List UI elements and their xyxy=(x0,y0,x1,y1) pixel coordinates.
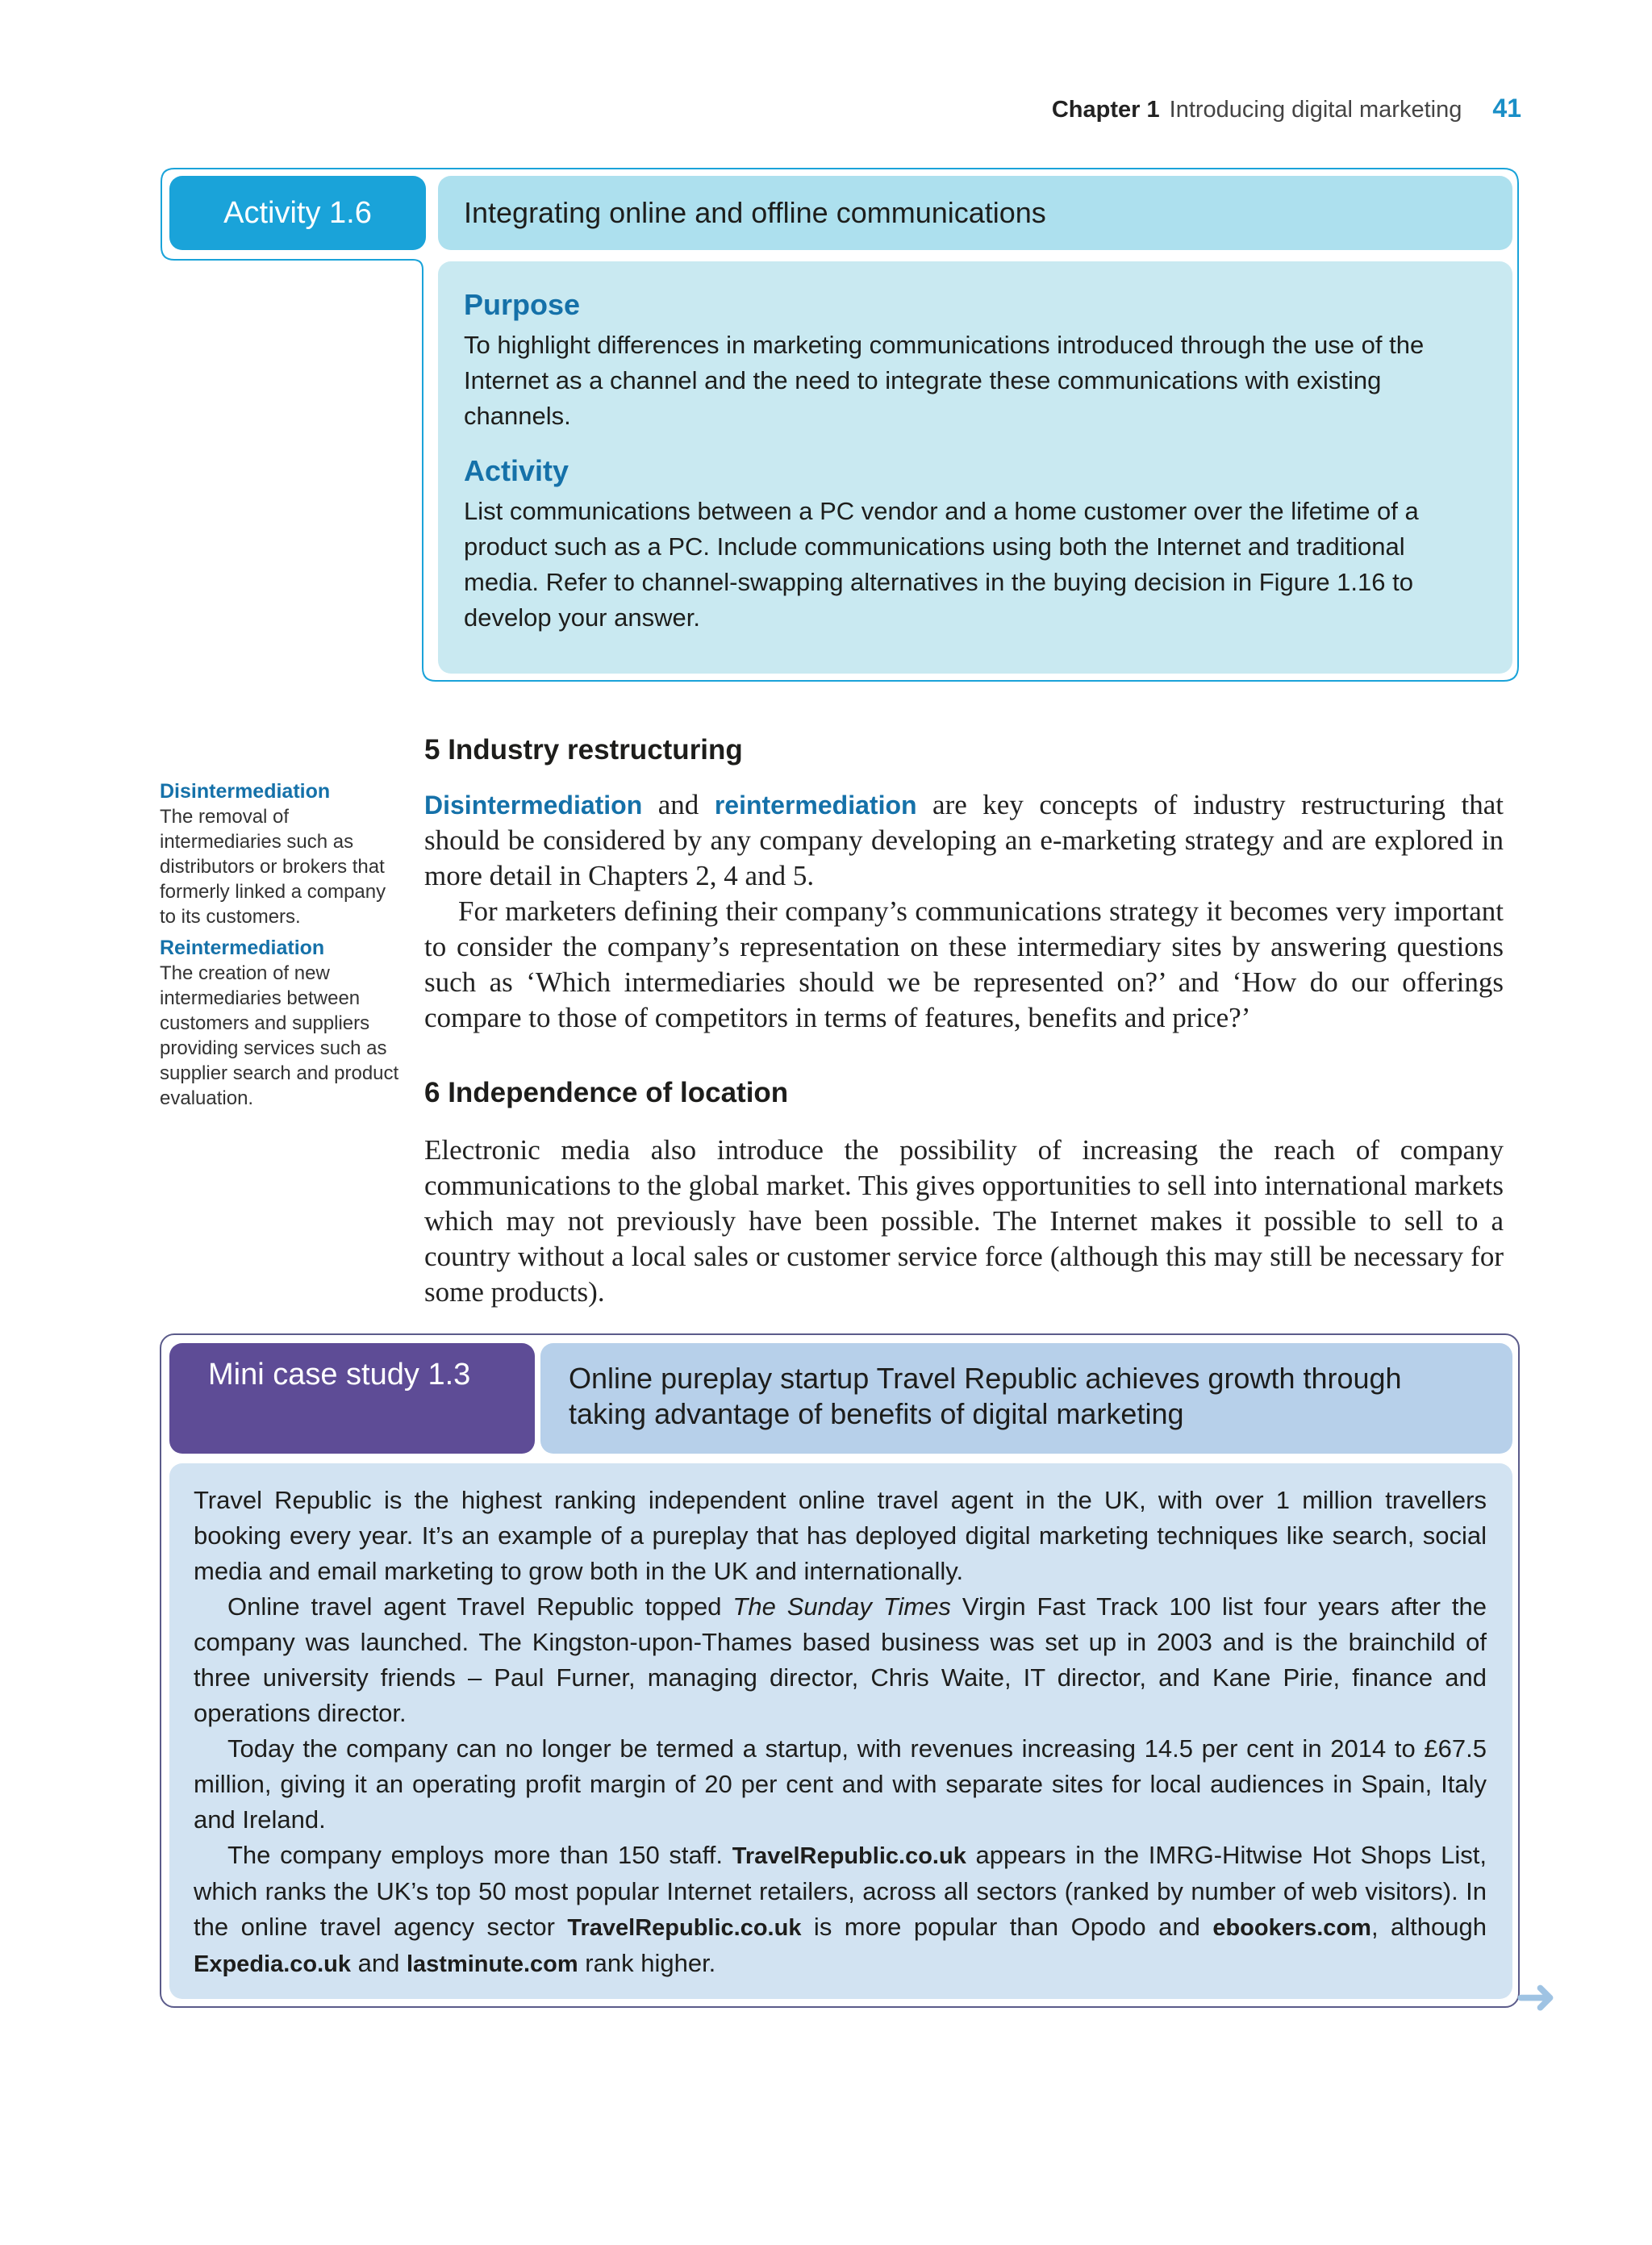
url-expedia: Expedia.co.uk xyxy=(194,1951,352,1977)
chapter-title: Introducing digital marketing xyxy=(1169,97,1462,123)
key-term-reintermediation: reintermediation xyxy=(714,791,917,820)
section6-paragraph-1: Electronic media also introduce the possibility of increasing the reach of company communications to the global market. This gives opportunities to sell into international markets which may not previously have been possible. The Internet makes it possible to sell to a country without a local sales or customer service force (although this may still be necessary for some products). xyxy=(424,1134,1504,1308)
glossary-term-reintermediation: Reintermediation xyxy=(160,937,325,959)
case-p4-text-f: rank higher. xyxy=(578,1949,716,1977)
url-travelrepublic-2: TravelRepublic.co.uk xyxy=(567,1915,802,1941)
purpose-text: To highlight differences in marketing communications introduced through the use of the Internet as a channel and the need to integrate these communications with existing channels. xyxy=(464,331,1425,430)
case-study-body xyxy=(169,1463,1512,1999)
margin-glossary xyxy=(160,779,402,1117)
newspaper-title: The Sunday Times xyxy=(732,1592,951,1621)
activity-title: Integrating online and offline communications xyxy=(438,176,1512,250)
case-p4-text-c: is more popular than Opodo and xyxy=(801,1913,1213,1941)
case-paragraph-3: Today the company can no longer be termed a startup, with revenues increasing 14.5 per cent in 2014 to £67.5 million, giving it an operating profit margin of 20 per cent and with separate sites for local audiences in Spain, Italy and Ireland. xyxy=(194,1734,1487,1834)
section-heading-industry-restructuring: 5 Industry restructuring xyxy=(424,734,743,766)
case-p2-text-b: Virgin Fast Track 100 list four years after the company was launched. The Kingston-upon-Thames based business was set up in 2003 and is the brainchild of three university friends – Paul Furner, managing director, Chris Waite, IT director, and Kane Pirie, finance and operations director. xyxy=(194,1592,1487,1727)
url-lastminute: lastminute.com xyxy=(406,1951,578,1977)
case-p4-text-b: appears in the IMRG-Hitwise Hot Shops List, which ranks the UK’s top 50 most popular Internet retailers, across all sectors (ranked by number of web visitors). In the online travel agency sector xyxy=(194,1841,1487,1941)
continue-arrow-icon: ➜ xyxy=(1515,1969,1557,2025)
activity-body xyxy=(438,261,1512,674)
activity-heading: Activity xyxy=(464,454,569,487)
section5-paragraph-1-text: are key concepts of industry restructuring that should be considered by any company developing an e-marketing strategy and are explored in more detail in Chapters 2, 4 and 5. xyxy=(424,789,1504,891)
glossary-term-disintermediation: Disintermediation xyxy=(160,780,331,803)
case-p4-text-a: The company employs more than 150 staff. xyxy=(227,1841,732,1869)
case-p4-text-d: , although xyxy=(1370,1913,1487,1941)
key-term-disintermediation: Disintermediation xyxy=(424,791,643,820)
url-travelrepublic-1: TravelRepublic.co.uk xyxy=(732,1843,966,1869)
purpose-heading: Purpose xyxy=(464,288,581,321)
section-heading-independence-of-location: 6 Independence of location xyxy=(424,1077,789,1108)
running-head xyxy=(1052,94,1521,123)
case-paragraph-1: Travel Republic is the highest ranking independent online travel agent in the UK, with over 1 million travellers booking every year. It’s an example of a pureplay that has deployed digital marketing techniques like search, social media and email marketing to grow both in the UK and internationally. xyxy=(194,1486,1487,1585)
section5-body xyxy=(424,787,1504,1036)
url-ebookers: ebookers.com xyxy=(1212,1915,1371,1941)
case-study-tab: Mini case study 1.3 xyxy=(169,1343,535,1454)
glossary-definition-reintermediation: The creation of new intermediaries between customers and suppliers providing services such as supplier search and product evaluation. xyxy=(160,962,399,1109)
page-number: 41 xyxy=(1492,94,1521,123)
chapter-label: Chapter 1 xyxy=(1051,97,1160,123)
case-paragraph-4 xyxy=(194,1838,1487,1982)
case-paragraph-2 xyxy=(194,1589,1487,1731)
glossary-definition-disintermediation: The removal of intermediaries such as distributors or brokers that formerly linked a company to its customers. xyxy=(160,806,386,928)
section5-paragraph-1 xyxy=(424,787,1504,894)
case-p2-text-a: Online travel agent Travel Republic topped xyxy=(227,1592,733,1621)
conjunction-text: and xyxy=(642,789,715,820)
activity-tab: Activity 1.6 xyxy=(169,176,426,250)
case-study-title: Online pureplay startup Travel Republic achieves growth through taking advantage of benefits of digital marketing xyxy=(540,1343,1512,1454)
activity-text: List communications between a PC vendor and a home customer over the lifetime of a product such as a PC. Include communications using both the Internet and traditional media. Refer to channel-swapping alternatives in the buying decision in Figure 1.16 to develop your answer. xyxy=(464,497,1419,632)
section6-body xyxy=(424,1133,1504,1310)
case-p4-text-e: and xyxy=(351,1949,407,1977)
section5-paragraph-2: For marketers defining their company’s communications strategy it becomes very important to consider the company’s representation on these intermediary sites by answering questions such as ‘Which intermediaries should we be represented on?’ and ‘How do our offerings compare to those of competitors in terms of features, benefits and price?’ xyxy=(424,895,1504,1033)
